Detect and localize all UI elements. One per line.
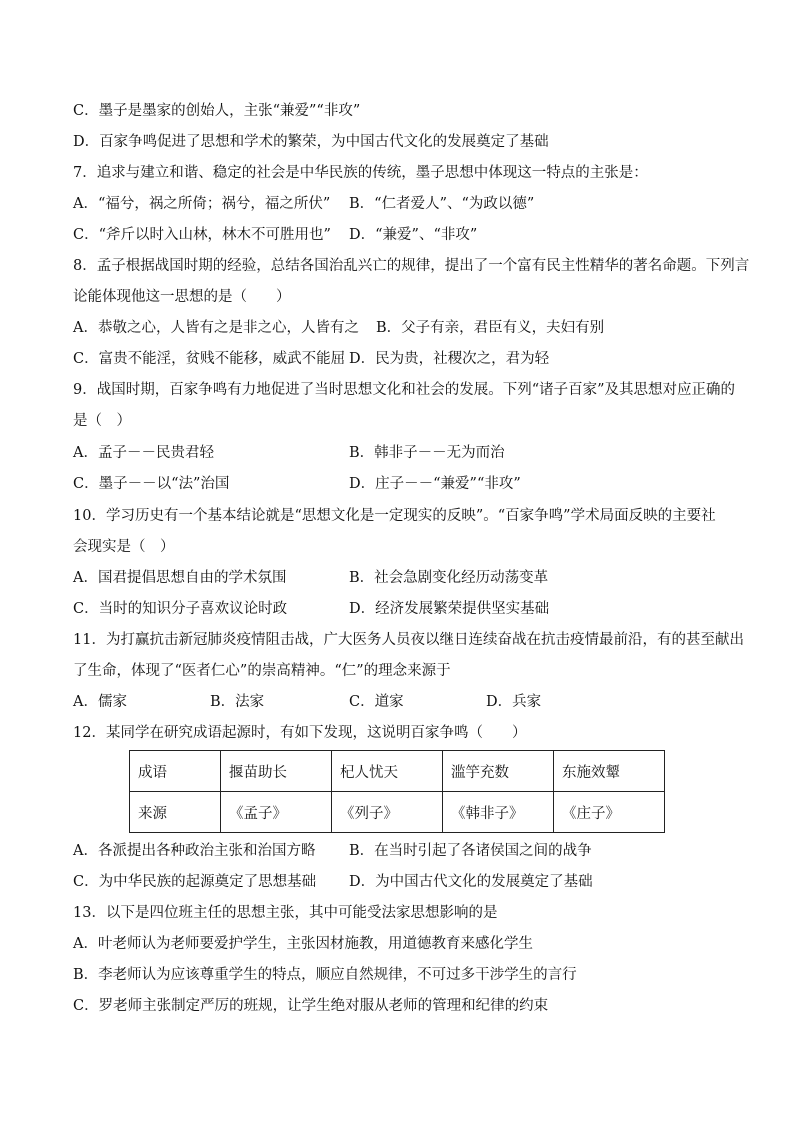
- table-cell: 来源: [130, 792, 221, 833]
- q9-stem-line2: 是（ ）: [73, 413, 131, 429]
- q10-option-d: D．经济发展繁荣提供坚实基础: [349, 601, 550, 617]
- table-cell: 滥竽充数: [443, 751, 554, 792]
- q10-option-b: B．社会急剧变化经历动荡变革: [349, 570, 549, 586]
- q13-option-c: C．罗老师主张制定严厉的班规，让学生绝对服从老师的管理和纪律的约束: [73, 998, 549, 1014]
- q11-option-b: B．法家: [210, 694, 265, 710]
- q13-option-b: B．李老师认为应该尊重学生的特点，顺应自然规律，不可过多干涉学生的言行: [73, 967, 577, 983]
- table-cell: 东施效颦: [554, 751, 665, 792]
- q8-option-a: A．恭敬之心，人皆有之是非之心，人皆有之: [73, 320, 359, 336]
- q10-stem-line1: 10．学习历史有一个基本结论就是“思想文化是一定现实的反映”。“百家争鸣”学术局面反映的主要社: [73, 508, 716, 524]
- q10-option-c: C．当时的知识分子喜欢议论时政: [73, 601, 288, 617]
- q8-option-c: C．富贵不能淫，贫贱不能移，威武不能屈: [73, 351, 346, 367]
- table-cell: 《列子》: [332, 792, 443, 833]
- table-cell: 杞人忧天: [332, 751, 443, 792]
- table-cell: 揠苗助长: [221, 751, 332, 792]
- q12-option-d: D．为中国古代文化的发展奠定了基础: [349, 874, 593, 890]
- q9-option-b: B．韩非子－－无为而治: [349, 445, 505, 461]
- q12-option-b: B．在当时引起了各诸侯国之间的战争: [349, 843, 592, 859]
- q7-option-a: A．“福兮，祸之所倚；祸兮，福之所伏”: [73, 196, 331, 212]
- q9-option-a: A．孟子－－民贵君轻: [73, 445, 214, 461]
- q8-stem-line2: 论能体现他这一思想的是（ ）: [73, 289, 291, 305]
- q11-option-d: D．兵家: [486, 694, 542, 710]
- table-row: [130, 751, 665, 792]
- q12-stem: 12．某同学在研究成语起源时，有如下发现，这说明百家争鸣（ ）: [73, 725, 527, 741]
- table-cell: 《韩非子》: [443, 792, 554, 833]
- q11-option-c: C．道家: [349, 694, 404, 710]
- q9-option-c: C．墨子－－以“法”治国: [73, 476, 230, 492]
- q8-option-d: D．民为贵，社稷次之，君为轻: [349, 351, 550, 367]
- q12-option-a: A．各派提出各种政治主张和治国方略: [73, 843, 316, 859]
- idiom-origin-table: [129, 750, 665, 833]
- q7-option-b: B．“仁者爱人”、“为政以德”: [349, 196, 535, 212]
- q6-option-d: D．百家争鸣促进了思想和学术的繁荣，为中国古代文化的发展奠定了基础: [73, 134, 549, 150]
- q7-option-c: C．“斧斤以时入山林，林木不可胜用也”: [73, 227, 331, 243]
- table-cell: 《庄子》: [554, 792, 665, 833]
- table-cell: 《孟子》: [221, 792, 332, 833]
- table-cell: 成语: [130, 751, 221, 792]
- q6-option-c: C．墨子是墨家的创始人，主张“兼爱”“非攻”: [73, 103, 361, 119]
- q8-stem-line1: 8．孟子根据战国时期的经验，总结各国治乱兴亡的规律，提出了一个富有民主性精华的著名命题。下列言: [73, 258, 750, 274]
- q11-stem-line2: 了生命，体现了“医者仁心”的崇高精神。“仁”的理念来源于: [73, 663, 451, 679]
- q9-stem-line1: 9．战国时期，百家争鸣有力地促进了当时思想文化和社会的发展。下列“诸子百家”及其思想对应正确的: [73, 382, 736, 398]
- table-row: [130, 792, 665, 833]
- q7-option-d: D．“兼爱”、“非攻”: [349, 227, 478, 243]
- q10-option-a: A．国君提倡思想自由的学术氛围: [73, 570, 287, 586]
- q11-option-a: A．儒家: [73, 694, 127, 710]
- q11-stem-line1: 11．为打赢抗击新冠肺炎疫情阻击战，广大医务人员夜以继日连续奋战在抗击疫情最前沿，有的甚至献出: [73, 632, 744, 648]
- q8-option-b: B．父子有亲，君臣有义，夫妇有别: [376, 320, 605, 336]
- q9-option-d: D．庄子－－“兼爱”“非攻”: [349, 476, 521, 492]
- q13-option-a: A．叶老师认为老师要爱护学生，主张因材施教，用道德教育来感化学生: [73, 936, 533, 952]
- q12-option-c: C．为中华民族的起源奠定了思想基础: [73, 874, 317, 890]
- q7-stem: 7．追求与建立和谐、稳定的社会是中华民族的传统，墨子思想中体现这一特点的主张是：: [73, 165, 648, 181]
- q13-stem: 13．以下是四位班主任的思想主张，其中可能受法家思想影响的是: [73, 905, 498, 921]
- q10-stem-line2: 会现实是（ ）: [73, 539, 175, 555]
